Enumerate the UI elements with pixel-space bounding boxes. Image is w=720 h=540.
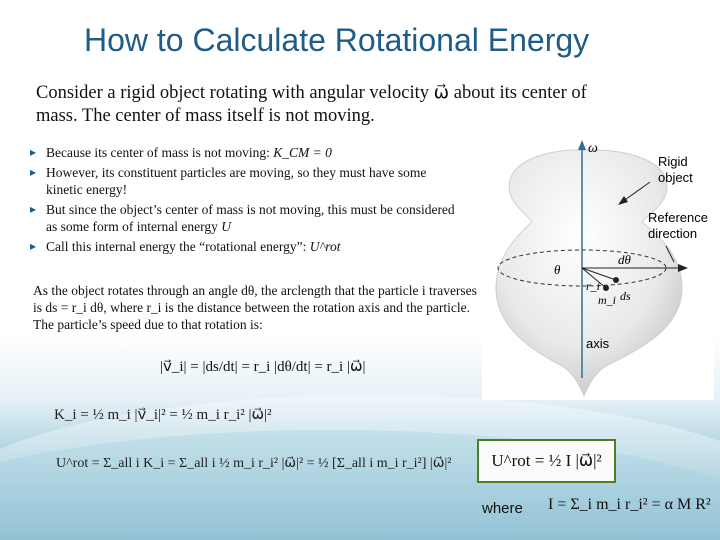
speed-equation: |v⃗_i| = |ds/dt| = r_i |dθ/dt| = r_i |ω⃗| [160, 359, 366, 375]
bullet-item [26, 144, 466, 161]
bullet-text: Because its center of mass is not moving: [46, 145, 270, 160]
bullet-math: U^rot [309, 239, 341, 254]
intro-text: Consider a rigid object rotating with angular velocity ω⃗ about its center of mass. The center of mass itself is not moving. [36, 83, 587, 126]
axis-label: axis [586, 336, 610, 351]
bullet-text: However, its constituent particles are moving, so they must have some kinetic energy! [46, 165, 427, 197]
rotational-sum-equation: U^rot = Σ_all i K_i = Σ_all i ½ m_i r_i² |ω⃗|² = ½ [Σ_all i m_i r_i²] |ω⃗|² [56, 456, 452, 471]
reference-label-line1: Reference [648, 210, 708, 225]
omega-label: ω⃗ [588, 141, 609, 156]
particle-dot [613, 277, 619, 283]
bullet-math: K_CM = 0 [273, 145, 332, 160]
explanation-paragraph: As the object rotates through an angle dθ, the arclength that the particle i traverses is ds = r_i dθ, where r_i is the distance between the rotation axis and the particle. The particle’s speed due to that rotation is: [33, 283, 477, 332]
where-label: where [482, 500, 523, 517]
rotational-energy-box [477, 439, 616, 483]
reference-arrowhead [678, 264, 688, 272]
dtheta-label: dθ [618, 252, 631, 267]
axis-arrowhead [578, 140, 586, 150]
slide-title: How to Calculate Rotational Energy [84, 22, 590, 58]
rigid-body-shape [496, 150, 682, 396]
bullet-text: But since the object’s center of mass is not moving, this must be considered as some form of internal energy [46, 202, 455, 234]
theta-label: θ [554, 262, 561, 277]
diagram-svg [482, 138, 714, 400]
rigid-label-line1: Rigid [658, 154, 688, 169]
rotating-object-diagram [482, 138, 714, 400]
arclength-label: ds [620, 289, 631, 303]
bullet-item [26, 201, 466, 235]
rigid-label-line2: object [658, 170, 693, 185]
bullet-item [26, 164, 466, 198]
kinetic-energy-equation: K_i = ½ m_i |v⃗_i|² = ½ m_i r_i² |ω⃗|² [54, 407, 272, 423]
moment-of-inertia-equation: I = Σ_i m_i r_i² = α M R² [548, 496, 711, 513]
bullet-text: Call this internal energy the “rotational energy”: [46, 239, 307, 254]
bullet-item [26, 238, 466, 255]
reference-label-line2: direction [648, 226, 698, 241]
bullet-math: U [221, 219, 231, 234]
bullet-list [26, 144, 466, 258]
radius-label: r_i [586, 279, 601, 293]
particle-dot [603, 285, 609, 291]
boxed-equation: U^rot = ½ I |ω⃗|² [491, 451, 602, 470]
mass-label: m_i [598, 293, 616, 307]
